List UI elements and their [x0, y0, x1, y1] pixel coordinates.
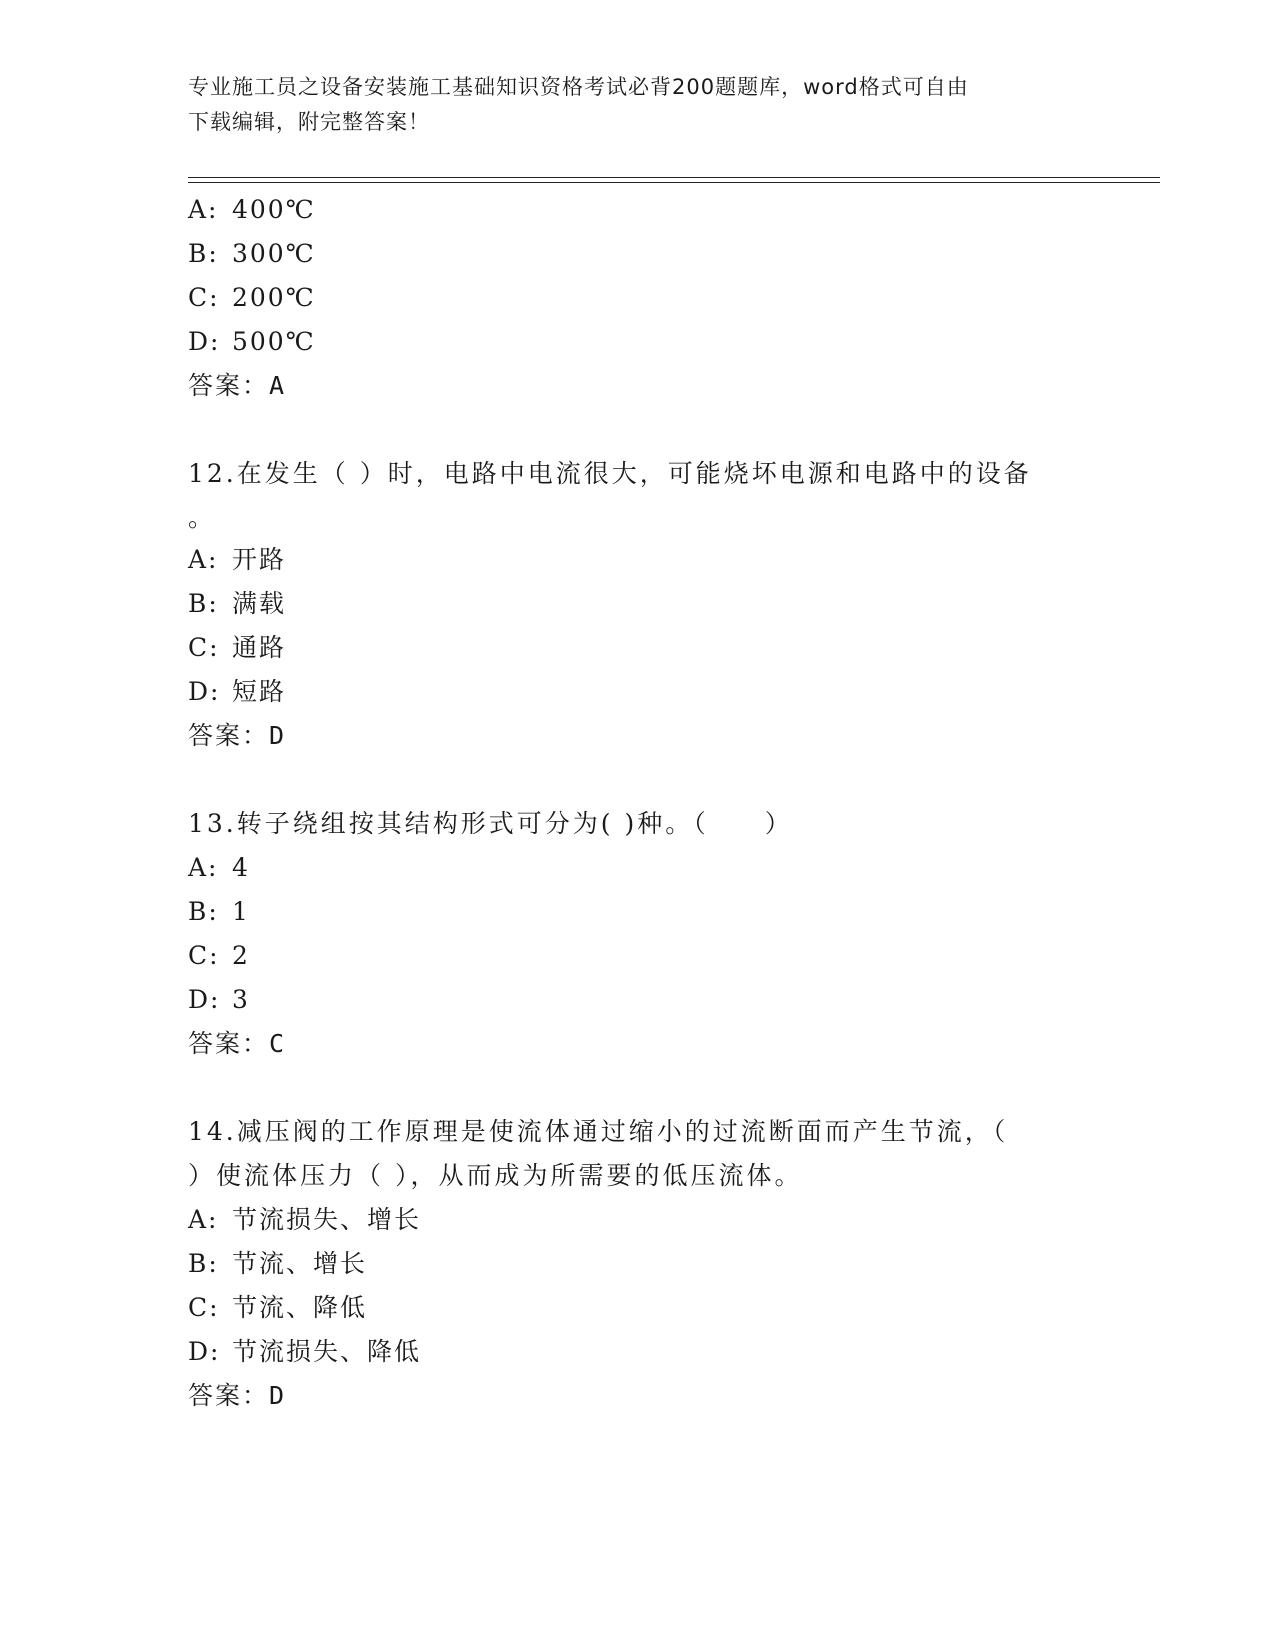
- option-c: C: 200℃: [188, 283, 316, 312]
- option-d: D: 节流损失、降低: [188, 1337, 422, 1366]
- option-c: C: 节流、降低: [188, 1293, 368, 1322]
- option-b: B: 300℃: [188, 239, 316, 268]
- answer-line: 答案：D: [188, 1381, 287, 1410]
- option-c: C: 通路: [188, 633, 287, 662]
- answer-line: 答案：D: [188, 721, 287, 750]
- option-c: C: 2: [188, 941, 250, 970]
- option-a: A: 开路: [188, 545, 287, 574]
- question-13-text: 13.转子绕组按其结构形式可分为( )种。（ ）: [188, 809, 793, 838]
- option-b: B: 节流、增长: [188, 1249, 368, 1278]
- header-line-2: 下载编辑，附完整答案！: [188, 110, 430, 134]
- question-14-text: 14.减压阀的工作原理是使流体通过缩小的过流断面而产生节流，（: [188, 1117, 1009, 1146]
- question-12-text-cont: 。: [188, 503, 217, 532]
- option-a: A: 4: [188, 853, 250, 882]
- option-b: B: 1: [188, 897, 250, 926]
- answer-line: 答案：A: [188, 371, 287, 400]
- question-14-text-cont: ）使流体压力（ ），从而成为所需要的低压流体。: [188, 1161, 803, 1190]
- option-d: D: 短路: [188, 677, 287, 706]
- answer-line: 答案：C: [188, 1029, 287, 1058]
- option-d: D: 500℃: [188, 327, 316, 356]
- header-line-1: 专业施工员之设备安装施工基础知识资格考试必背200题题库，word格式可自由: [188, 75, 969, 99]
- option-b: B: 满载: [188, 589, 287, 618]
- option-a: A: 400℃: [188, 195, 316, 224]
- option-a: A: 节流损失、增长: [188, 1205, 422, 1234]
- option-d: D: 3: [188, 985, 250, 1014]
- header-rule-bottom: [188, 182, 1160, 183]
- header-rule-top: [188, 177, 1160, 178]
- question-12-text: 12.在发生（ ）时，电路中电流很大，可能烧坏电源和电路中的设备: [188, 459, 1032, 488]
- page-header: [188, 70, 1078, 140]
